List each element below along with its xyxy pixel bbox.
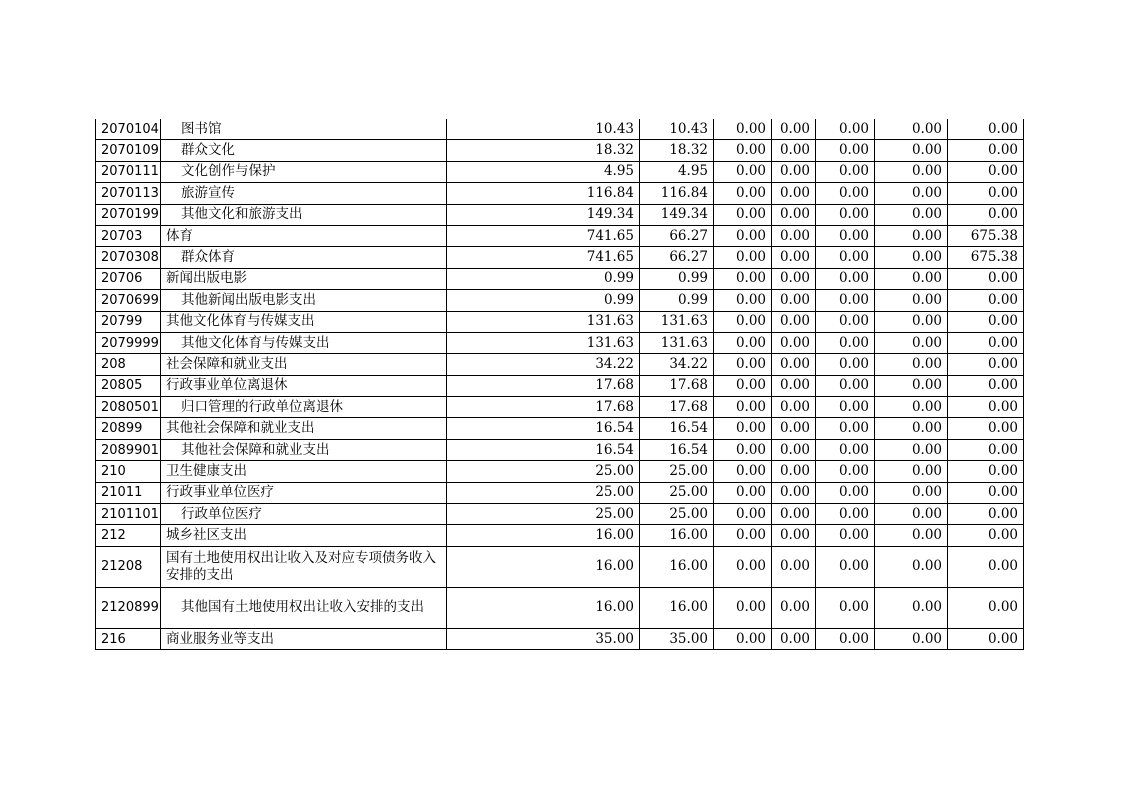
amount-cell: 0.00	[772, 247, 816, 268]
amount-cell: 131.63	[447, 311, 640, 332]
amount-cell: 0.00	[714, 183, 772, 204]
amount-cell: 0.00	[714, 461, 772, 482]
subject-code-cell: 2120899	[96, 587, 161, 628]
amount-cell: 0.00	[875, 161, 948, 182]
amount-cell: 66.27	[640, 247, 714, 268]
amount-cell: 0.00	[875, 587, 948, 628]
amount-cell: 0.00	[948, 525, 1024, 546]
subject-name: 归口管理的行政单位离退休	[181, 398, 343, 415]
amount-cell: 0.00	[816, 628, 875, 649]
table-row	[96, 332, 1024, 353]
amount-cell: 0.00	[772, 482, 816, 503]
amount-cell: 0.00	[948, 461, 1024, 482]
amount-cell: 25.00	[640, 504, 714, 525]
subject-name-cell	[161, 268, 447, 289]
subject-name-cell	[161, 332, 447, 353]
amount-cell: 0.00	[816, 587, 875, 628]
amount-cell: 17.68	[640, 375, 714, 396]
amount-cell: 0.00	[816, 247, 875, 268]
subject-name: 图书馆	[181, 120, 222, 137]
table-row	[96, 546, 1024, 587]
amount-cell: 0.00	[875, 119, 948, 140]
amount-cell: 0.00	[714, 397, 772, 418]
subject-name: 其他社会保障和就业支出	[181, 441, 330, 458]
amount-cell: 0.00	[714, 247, 772, 268]
amount-cell: 0.00	[772, 418, 816, 439]
amount-cell: 16.00	[640, 525, 714, 546]
amount-cell: 131.63	[640, 311, 714, 332]
amount-cell: 0.00	[875, 504, 948, 525]
amount-cell: 0.00	[772, 119, 816, 140]
amount-cell: 0.00	[816, 482, 875, 503]
amount-cell: 0.00	[948, 311, 1024, 332]
amount-cell: 0.00	[816, 439, 875, 460]
subject-code-cell: 2079999	[96, 332, 161, 353]
amount-cell: 0.00	[714, 375, 772, 396]
amount-cell: 0.00	[875, 439, 948, 460]
subject-name-cell	[161, 375, 447, 396]
amount-cell: 0.00	[875, 628, 948, 649]
amount-cell: 0.00	[948, 439, 1024, 460]
amount-cell: 0.00	[875, 482, 948, 503]
amount-cell: 25.00	[447, 504, 640, 525]
subject-name: 新闻出版电影	[166, 270, 247, 287]
subject-name: 行政单位医疗	[181, 505, 262, 522]
table-row	[96, 461, 1024, 482]
amount-cell: 0.00	[948, 546, 1024, 587]
amount-cell: 0.99	[640, 290, 714, 311]
table-body	[96, 119, 1024, 650]
amount-cell: 131.63	[447, 332, 640, 353]
amount-cell: 0.00	[816, 375, 875, 396]
amount-cell: 18.32	[640, 140, 714, 161]
amount-cell: 35.00	[447, 628, 640, 649]
subject-name-cell	[161, 397, 447, 418]
subject-name: 行政事业单位离退休	[166, 377, 288, 394]
amount-cell: 16.00	[447, 546, 640, 587]
amount-cell: 0.00	[948, 482, 1024, 503]
amount-cell: 25.00	[640, 482, 714, 503]
table-row	[96, 418, 1024, 439]
subject-name: 行政事业单位医疗	[166, 484, 274, 501]
amount-cell: 0.00	[772, 311, 816, 332]
table-row	[96, 268, 1024, 289]
subject-code-cell: 210	[96, 461, 161, 482]
amount-cell: 10.43	[447, 119, 640, 140]
subject-code-cell: 20706	[96, 268, 161, 289]
amount-cell: 0.00	[816, 418, 875, 439]
subject-code-cell: 2070109	[96, 140, 161, 161]
subject-code-cell: 2080501	[96, 397, 161, 418]
amount-cell: 0.00	[875, 354, 948, 375]
subject-code-cell: 2070111	[96, 161, 161, 182]
table-row	[96, 140, 1024, 161]
amount-cell: 0.00	[714, 268, 772, 289]
amount-cell: 149.34	[640, 204, 714, 225]
amount-cell: 16.54	[640, 439, 714, 460]
amount-cell: 0.00	[816, 140, 875, 161]
amount-cell: 4.95	[447, 161, 640, 182]
amount-cell: 0.00	[816, 204, 875, 225]
subject-name: 文化创作与保护	[181, 163, 276, 180]
amount-cell: 0.00	[948, 268, 1024, 289]
amount-cell: 0.00	[816, 332, 875, 353]
amount-cell: 0.00	[875, 332, 948, 353]
amount-cell: 0.00	[816, 525, 875, 546]
amount-cell: 16.00	[640, 546, 714, 587]
table-row	[96, 482, 1024, 503]
subject-code-cell: 2070199	[96, 204, 161, 225]
amount-cell: 741.65	[447, 247, 640, 268]
subject-name-cell	[161, 311, 447, 332]
subject-name: 群众文化	[181, 142, 235, 159]
amount-cell: 116.84	[447, 183, 640, 204]
subject-code-cell: 21011	[96, 482, 161, 503]
amount-cell: 0.00	[816, 268, 875, 289]
amount-cell: 0.00	[714, 525, 772, 546]
table-row	[96, 354, 1024, 375]
amount-cell: 25.00	[447, 461, 640, 482]
amount-cell: 0.00	[875, 183, 948, 204]
amount-cell: 17.68	[640, 397, 714, 418]
subject-code-cell: 20703	[96, 225, 161, 246]
amount-cell: 0.00	[875, 225, 948, 246]
amount-cell: 0.00	[772, 290, 816, 311]
subject-name-cell	[161, 140, 447, 161]
amount-cell: 0.00	[714, 439, 772, 460]
subject-name: 国有土地使用权出让收入及对应专项债务收入安排的支出	[166, 549, 436, 583]
amount-cell: 0.00	[714, 225, 772, 246]
subject-code-cell: 2070699	[96, 290, 161, 311]
amount-cell: 0.00	[772, 504, 816, 525]
amount-cell: 0.00	[714, 119, 772, 140]
subject-name: 其他文化体育与传媒支出	[166, 313, 315, 330]
amount-cell: 0.00	[948, 397, 1024, 418]
amount-cell: 4.95	[640, 161, 714, 182]
subject-name: 商业服务业等支出	[166, 630, 274, 647]
subject-name-cell	[161, 354, 447, 375]
amount-cell: 0.00	[948, 204, 1024, 225]
amount-cell: 0.00	[948, 183, 1024, 204]
amount-cell: 0.00	[772, 332, 816, 353]
amount-cell: 0.00	[772, 546, 816, 587]
table-row	[96, 439, 1024, 460]
expenditure-table	[95, 119, 1024, 650]
subject-name-cell	[161, 525, 447, 546]
subject-name: 社会保障和就业支出	[166, 355, 288, 372]
table-row	[96, 247, 1024, 268]
amount-cell: 0.00	[714, 504, 772, 525]
subject-name-cell	[161, 628, 447, 649]
subject-name-cell	[161, 183, 447, 204]
amount-cell: 0.00	[875, 525, 948, 546]
subject-code-cell: 21208	[96, 546, 161, 587]
amount-cell: 0.00	[875, 397, 948, 418]
amount-cell: 34.22	[640, 354, 714, 375]
amount-cell: 18.32	[447, 140, 640, 161]
table-row	[96, 628, 1024, 649]
subject-name: 旅游宣传	[181, 184, 235, 201]
amount-cell: 0.00	[714, 587, 772, 628]
amount-cell: 0.00	[714, 332, 772, 353]
table-row	[96, 375, 1024, 396]
amount-cell: 0.00	[948, 119, 1024, 140]
amount-cell: 0.00	[875, 418, 948, 439]
amount-cell: 0.00	[948, 418, 1024, 439]
subject-name-cell	[161, 290, 447, 311]
amount-cell: 16.00	[447, 525, 640, 546]
amount-cell: 0.00	[816, 290, 875, 311]
table-row	[96, 204, 1024, 225]
subject-name-cell	[161, 161, 447, 182]
table-row	[96, 311, 1024, 332]
subject-code-cell: 20799	[96, 311, 161, 332]
subject-code-cell: 208	[96, 354, 161, 375]
subject-code-cell: 2070113	[96, 183, 161, 204]
amount-cell: 0.00	[816, 161, 875, 182]
amount-cell: 0.00	[714, 354, 772, 375]
amount-cell: 0.00	[948, 161, 1024, 182]
amount-cell: 675.38	[948, 247, 1024, 268]
amount-cell: 0.00	[816, 183, 875, 204]
amount-cell: 675.38	[948, 225, 1024, 246]
amount-cell: 0.00	[772, 161, 816, 182]
amount-cell: 34.22	[447, 354, 640, 375]
amount-cell: 0.00	[772, 461, 816, 482]
amount-cell: 0.00	[875, 375, 948, 396]
amount-cell: 0.00	[948, 587, 1024, 628]
subject-code-cell: 20899	[96, 418, 161, 439]
amount-cell: 0.00	[772, 587, 816, 628]
amount-cell: 0.99	[640, 268, 714, 289]
amount-cell: 16.00	[447, 587, 640, 628]
table-row	[96, 587, 1024, 628]
amount-cell: 0.00	[714, 290, 772, 311]
amount-cell: 0.00	[772, 628, 816, 649]
amount-cell: 741.65	[447, 225, 640, 246]
amount-cell: 0.00	[772, 183, 816, 204]
table-row	[96, 183, 1024, 204]
subject-name: 其他国有土地使用权出让收入安排的支出	[181, 599, 424, 616]
amount-cell: 0.00	[816, 397, 875, 418]
amount-cell: 0.00	[816, 461, 875, 482]
amount-cell: 0.00	[875, 311, 948, 332]
table-row	[96, 161, 1024, 182]
amount-cell: 0.00	[714, 204, 772, 225]
subject-name-cell	[161, 119, 447, 140]
amount-cell: 131.63	[640, 332, 714, 353]
amount-cell: 35.00	[640, 628, 714, 649]
amount-cell: 0.00	[772, 225, 816, 246]
amount-cell: 0.00	[772, 397, 816, 418]
amount-cell: 0.00	[875, 247, 948, 268]
amount-cell: 0.00	[772, 140, 816, 161]
amount-cell: 149.34	[447, 204, 640, 225]
amount-cell: 116.84	[640, 183, 714, 204]
amount-cell: 25.00	[447, 482, 640, 503]
amount-cell: 0.99	[447, 268, 640, 289]
amount-cell: 17.68	[447, 397, 640, 418]
subject-name: 其他文化体育与传媒支出	[181, 334, 330, 351]
subject-name: 其他社会保障和就业支出	[166, 420, 315, 437]
subject-name-cell	[161, 247, 447, 268]
amount-cell: 0.00	[714, 546, 772, 587]
amount-cell: 16.54	[447, 418, 640, 439]
subject-name-cell	[161, 418, 447, 439]
amount-cell: 0.00	[948, 290, 1024, 311]
amount-cell: 0.00	[714, 161, 772, 182]
amount-cell: 66.27	[640, 225, 714, 246]
subject-name-cell	[161, 461, 447, 482]
subject-code-cell: 2070104	[96, 119, 161, 140]
subject-name: 其他新闻出版电影支出	[181, 291, 316, 308]
amount-cell: 16.54	[447, 439, 640, 460]
subject-name: 城乡社区支出	[166, 527, 247, 544]
amount-cell: 0.00	[714, 628, 772, 649]
amount-cell: 0.99	[447, 290, 640, 311]
amount-cell: 0.00	[875, 268, 948, 289]
amount-cell: 0.00	[875, 140, 948, 161]
amount-cell: 0.00	[816, 119, 875, 140]
amount-cell: 16.00	[640, 587, 714, 628]
amount-cell: 0.00	[772, 375, 816, 396]
amount-cell: 16.54	[640, 418, 714, 439]
amount-cell: 0.00	[948, 140, 1024, 161]
amount-cell: 0.00	[714, 482, 772, 503]
subject-code-cell: 216	[96, 628, 161, 649]
table-row	[96, 119, 1024, 140]
amount-cell: 0.00	[816, 504, 875, 525]
amount-cell: 0.00	[714, 418, 772, 439]
amount-cell: 0.00	[816, 546, 875, 587]
table-row	[96, 225, 1024, 246]
subject-name: 其他文化和旅游支出	[181, 206, 303, 223]
amount-cell: 0.00	[714, 140, 772, 161]
subject-code-cell: 2070308	[96, 247, 161, 268]
amount-cell: 0.00	[772, 525, 816, 546]
subject-name-cell	[161, 482, 447, 503]
amount-cell: 0.00	[875, 290, 948, 311]
amount-cell: 0.00	[772, 268, 816, 289]
table-row	[96, 504, 1024, 525]
subject-code-cell: 20805	[96, 375, 161, 396]
amount-cell: 0.00	[772, 204, 816, 225]
subject-name: 体育	[166, 227, 193, 244]
amount-cell: 0.00	[714, 311, 772, 332]
subject-name: 卫生健康支出	[166, 462, 247, 479]
amount-cell: 0.00	[875, 546, 948, 587]
amount-cell: 0.00	[948, 375, 1024, 396]
amount-cell: 0.00	[948, 628, 1024, 649]
amount-cell: 0.00	[816, 354, 875, 375]
amount-cell: 0.00	[948, 354, 1024, 375]
amount-cell: 0.00	[772, 354, 816, 375]
amount-cell: 0.00	[948, 504, 1024, 525]
amount-cell: 10.43	[640, 119, 714, 140]
subject-code-cell: 212	[96, 525, 161, 546]
subject-name: 群众体育	[181, 249, 235, 266]
amount-cell: 17.68	[447, 375, 640, 396]
subject-name-cell	[161, 546, 447, 587]
subject-code-cell: 2089901	[96, 439, 161, 460]
subject-name-cell	[161, 204, 447, 225]
amount-cell: 0.00	[875, 204, 948, 225]
table-row	[96, 290, 1024, 311]
amount-cell: 0.00	[948, 332, 1024, 353]
subject-code-cell: 2101101	[96, 504, 161, 525]
table-row	[96, 525, 1024, 546]
subject-name-cell	[161, 587, 447, 628]
subject-name-cell	[161, 439, 447, 460]
amount-cell: 25.00	[640, 461, 714, 482]
amount-cell: 0.00	[816, 225, 875, 246]
amount-cell: 0.00	[816, 311, 875, 332]
subject-name-cell	[161, 504, 447, 525]
amount-cell: 0.00	[875, 461, 948, 482]
subject-name-cell	[161, 225, 447, 246]
table-row	[96, 397, 1024, 418]
amount-cell: 0.00	[772, 439, 816, 460]
